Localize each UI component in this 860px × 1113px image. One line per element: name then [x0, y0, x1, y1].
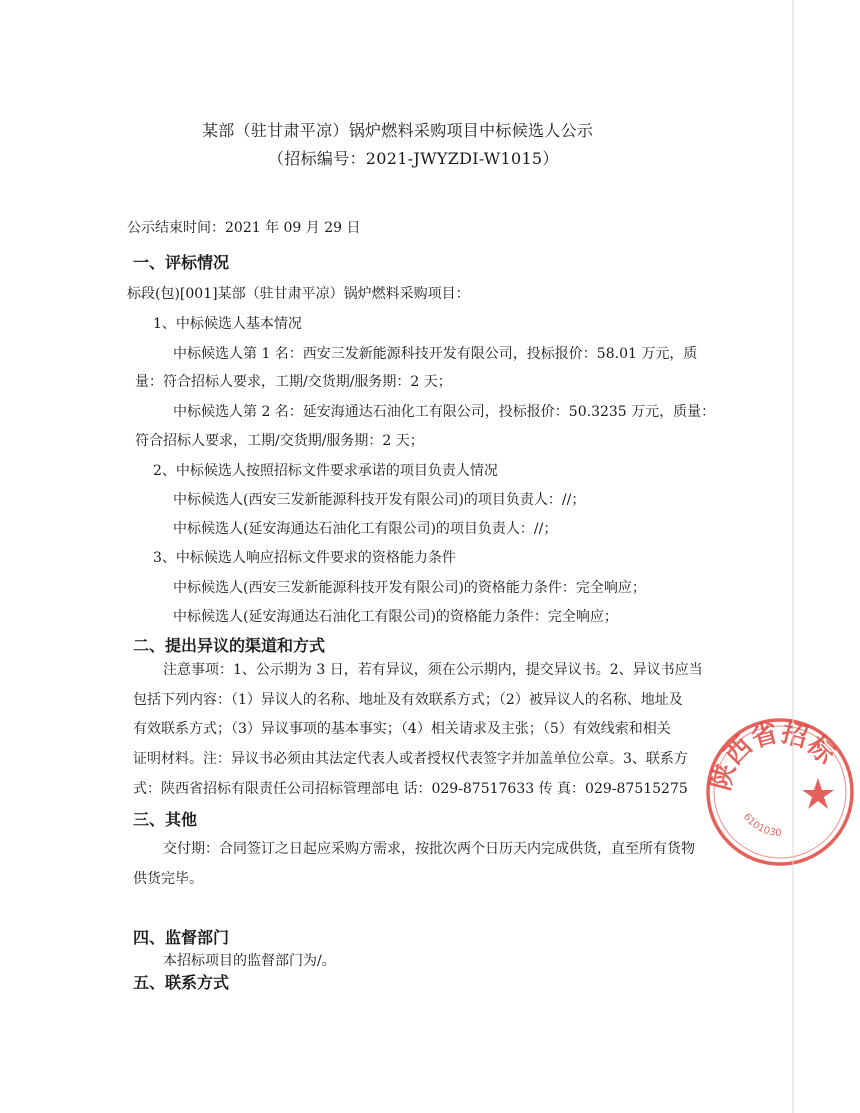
section-line: 本招标项目的监督部门为/。	[163, 953, 336, 969]
official-seal-stamp	[700, 712, 860, 872]
section-heading-other: 三、其他	[133, 810, 198, 829]
section-line: 包括下列内容：（1）异议人的名称、地址及有效联系方式；（2）被异议人的名称、地址及	[133, 692, 683, 708]
star-icon	[802, 778, 834, 809]
section-line: 证明材料。注：异议书必须由其法定代表人或者授权代表签字并加盖单位公章。3、联系方	[133, 751, 688, 767]
section-line: 中标候选人(延安海通达石油化工有限公司)的资格能力条件：完全响应；	[173, 609, 618, 625]
section-line: 2、中标候选人按照招标文件要求承诺的项目负责人情况	[153, 463, 498, 479]
section-line: 中标候选人第 2 名：延安海通达石油化工有限公司，投标报价：50.3235 万元，质量：	[173, 404, 716, 420]
section-line: 供货完毕。	[133, 871, 203, 887]
tender-number: （招标编号：2021-JWYZDI-W1015）	[268, 149, 559, 168]
section-line: 符合招标人要求，工期/交货期/服务期：2 天；	[135, 433, 424, 449]
section-line: 式：陕西省招标有限责任公司招标管理部电 话：029-87517633 传 真：029-87515275	[133, 781, 688, 797]
seal-number: 6101030	[740, 811, 782, 839]
publicity-end-time: 公示结束时间：2021 年 09 月 29 日	[127, 220, 361, 236]
section-line: 中标候选人(西安三发新能源科技开发有限公司)的项目负责人：//；	[173, 492, 586, 508]
section-heading-objections: 二、提出异议的渠道和方式	[133, 636, 326, 655]
section-line: 3、中标候选人响应招标文件要求的资格能力条件	[153, 550, 456, 566]
section-line: 注意事项：1、公示期为 3 日，若有异议，须在公示期内，提交异议书。2、异议书应当	[163, 662, 703, 678]
section-heading-supervision: 四、监督部门	[133, 928, 230, 947]
section-heading-contact: 五、联系方式	[133, 973, 230, 992]
section-line: 中标候选人(西安三发新能源科技开发有限公司)的资格能力条件：完全响应；	[173, 580, 646, 596]
section-line: 1、中标候选人基本情况	[153, 316, 302, 332]
section-heading-evaluation: 一、评标情况	[133, 253, 230, 272]
section-line: 中标候选人(延安海通达石油化工有限公司)的项目负责人：//；	[173, 521, 558, 537]
section-line: 交付期：合同签订之日起应采购方需求，按批次两个日历天内完成供货，直至所有货物	[163, 841, 695, 857]
svg-text:陕西省招标	[705, 717, 841, 793]
document-title: 某部（驻甘肃平凉）锅炉燃料采购项目中标候选人公示	[202, 121, 594, 140]
svg-text:6101030	[741, 812, 782, 839]
section-line: 中标候选人第 1 名：西安三发新能源科技开发有限公司，投标报价：58.01 万元，质	[173, 346, 698, 362]
section-line: 标段(包)[001]某部（驻甘肃平凉）锅炉燃料采购项目：	[127, 286, 470, 302]
seal-text: 陕西省招标	[706, 718, 841, 794]
section-line: 量：符合招标人要求，工期/交货期/服务期：2 天；	[135, 374, 452, 390]
section-line: 有效联系方式；（3）异议事项的基本事实；（4）相关请求及主张；（5）有效线索和相关	[133, 721, 671, 737]
